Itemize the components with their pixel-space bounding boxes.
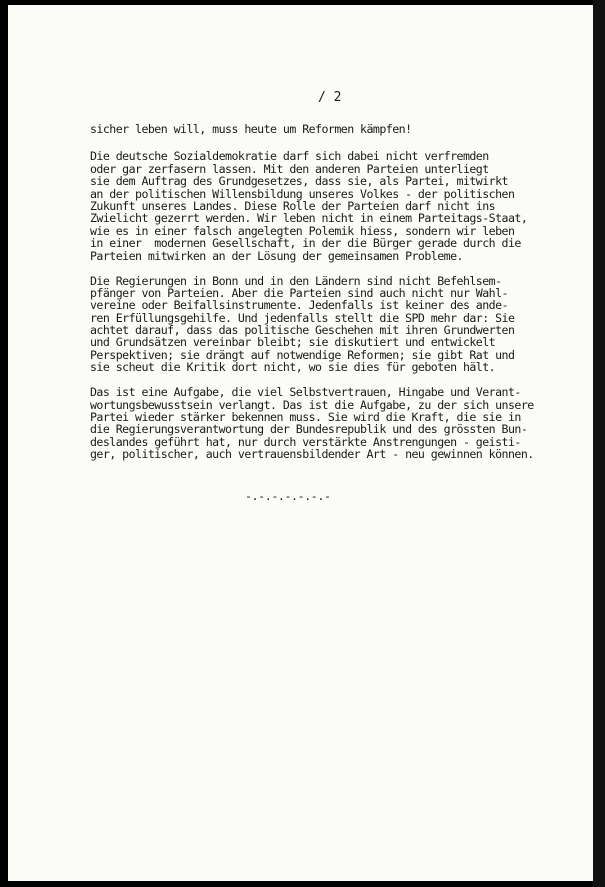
text-line: Das ist eine Aufgabe, die viel Selbstvertrauen, Hingabe und Verant- [90, 385, 521, 400]
text-line: wortungsbewusstsein verlangt. Das ist die Aufgabe, zu der sich unsere [90, 397, 534, 412]
text-line: achtet darauf, dass das politische Geschehen mit ihren Grundwerten [90, 323, 515, 338]
text-line: Parteien mitwirken an der Lösung der gemeinsamen Probleme. [90, 248, 463, 263]
text-line: und Grundsätzen vereinbar bleibt; sie diskutiert und entwickelt [90, 335, 496, 350]
text-line: wie es in einer falsch angelegten Polemik hiess, sondern wir leben [90, 223, 515, 238]
text-line: deslandes geführt hat, nur durch verstärkte Anstrengungen - geisti- [90, 434, 521, 449]
text-line: in einer modernen Gesellschaft, in der die Bürger gerade durch die [90, 236, 521, 251]
text-line: Perspektiven; sie drängt auf notwendige Reformen; sie gibt Rat und [90, 347, 515, 362]
body-text [90, 123, 590, 473]
paragraph-2 [90, 150, 590, 262]
text-line: Zwielicht gezerrt werden. Wir leben nicht in einem Parteitags-Staat, [90, 211, 528, 226]
text-line: Die deutsche Sozialdemokratie darf sich dabei nicht verfremden [90, 149, 489, 164]
text-line: Partei wieder stärker bekennen muss. Sie wird die Kraft, die sie in [90, 410, 521, 424]
text-line: ger, politischer, auch vertrauensbildender Art - neu gewinnen können. [90, 447, 534, 462]
paragraph-4 [90, 386, 590, 460]
text-line: Die Regierungen in Bonn und in den Ländern sind nicht Befehlsem- [90, 273, 502, 288]
scan-edge [593, 0, 605, 887]
text-line: pfänger von Parteien. Aber die Parteien sind auch nicht nur Wahl- [90, 285, 508, 300]
text-line: sicher leben will, muss heute um Reformen kämpfen! [90, 122, 412, 136]
text-line: oder gar zerfasern lassen. Mit den anderen Parteien unterliegt [90, 161, 489, 176]
text-line: Zukunft unseres Landes. Diese Rolle der Parteien darf nicht ins [90, 198, 496, 213]
end-marker: -.-.-.-.-.-.- [245, 489, 331, 503]
text-line: sie scheut die Kritik dort nicht, wo sie dies für geboten hält. [90, 360, 496, 375]
text-line: ren Erfüllungsgehilfe. Und jedenfalls stellt die SPD mehr dar: Sie [90, 310, 515, 325]
text-line: sie dem Auftrag des Grundgesetzes, dass sie, als Partei, mitwirkt [90, 174, 508, 189]
paragraph-3 [90, 275, 590, 374]
page-number: / 2 [318, 90, 342, 105]
text-line: die Regierungsverantwortung der Bundesrepublik und des grössten Bun- [90, 422, 528, 437]
paragraph-1 [90, 123, 590, 135]
document-page [8, 5, 593, 881]
text-line: an der politischen Willensbildung unseres Volkes - der politischen [90, 186, 515, 201]
text-line: vereine oder Beifallsinstrumente. Jedenfalls ist keiner des ande- [90, 298, 508, 313]
